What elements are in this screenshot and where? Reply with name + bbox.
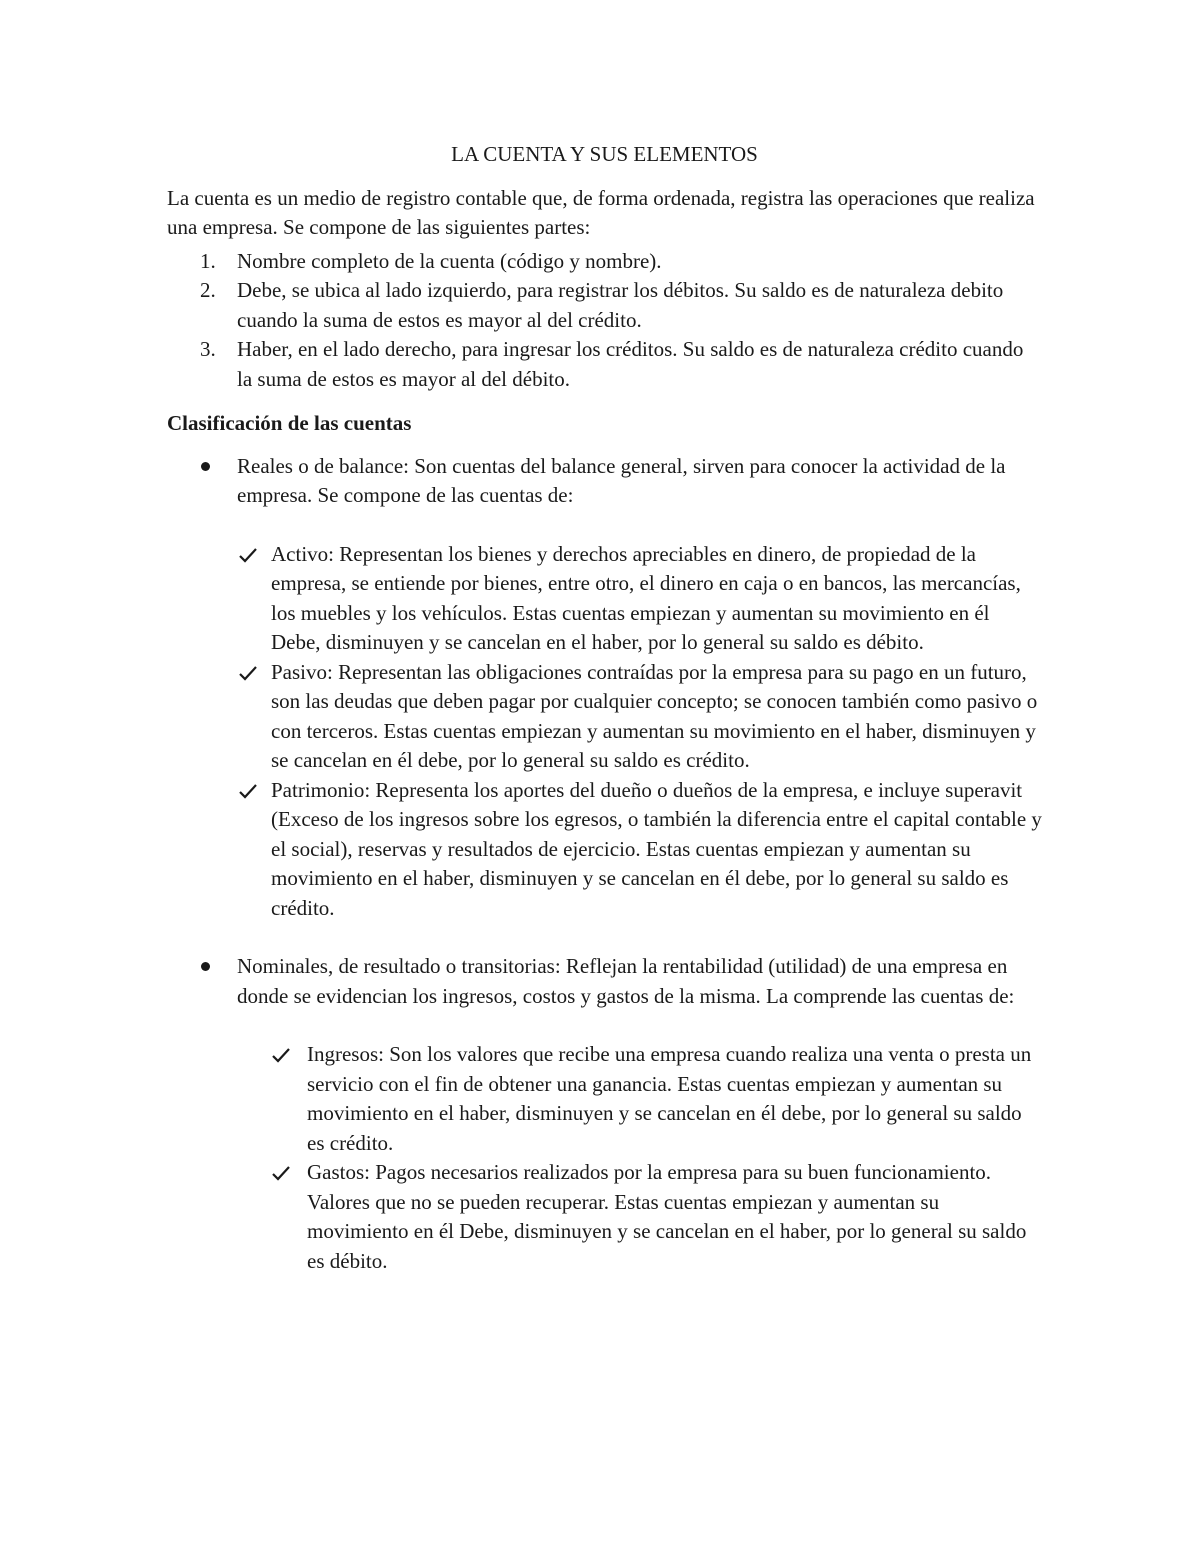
list-number: 3. [200,337,216,361]
bullet-item-nominales [167,952,1042,1011]
reales-subitems [167,540,1042,924]
check-item-patrimonio [167,776,1042,924]
parts-list [167,247,1042,395]
bullet-icon [201,962,210,971]
check-item-text: Ingresos: Son los valores que recibe una empresa cuando realiza una venta o presta un servicio con el fin de obtener una ganancia. Estas cuentas empiezan y aumentan su movimiento en el haber, disminuyen y se cancelan en él debe, por lo general su saldo es crédito. [307,1042,1032,1155]
bullet-icon [201,462,210,471]
check-item-text: Patrimonio: Representa los aportes del dueño o dueños de la empresa, e incluye superavit (Exceso de los ingresos sobre los egresos, o también la diferencia entre el capital contable y el social), reservas y resultados de ejercicio. Estas cuentas empiezan y aumentan su movimiento en el haber, disminuyen y se cancelan en él debe, por lo general su saldo es crédito. [271,777,1042,920]
bullet-item-reales [167,452,1042,511]
checkmark-icon [238,783,258,799]
spacer [167,923,1042,952]
list-item [167,335,1042,394]
checkmark-icon [238,665,258,681]
check-item-text: Pasivo: Representan las obligaciones contraídas por la empresa para su pago en un futuro, son las deudas que deben pagar por cualquier concepto; se conocen también como pasivo o con terceros. Estas cuentas empiezan y aumentan su movimiento en el haber, disminuyen y se cancelan en él debe, por lo general su saldo es crédito. [271,659,1038,772]
list-item-text: Nombre completo de la cuenta (código y nombre). [237,248,662,273]
list-item [167,276,1042,335]
list-item-text: Debe, se ubica al lado izquierdo, para registrar los débitos. Su saldo es de naturaleza debito cuando la suma de estos es mayor al del crédito. [237,278,1004,332]
list-item-text: Haber, en el lado derecho, para ingresar los créditos. Su saldo es de naturaleza crédito cuando la suma de estos es mayor al del débito. [237,337,1024,391]
check-item-activo [167,540,1042,658]
document-title: LA CUENTA Y SUS ELEMENTOS [451,142,758,166]
bullet-text: Reales o de balance: Son cuentas del balance general, sirven para conocer la actividad de la empresa. Se compone de las cuentas de: [237,453,1006,507]
check-item-gastos [167,1158,1042,1276]
intro-paragraph: La cuenta es un medio de registro contable que, de forma ordenada, registra las operaciones que realiza una empresa. Se compone de las siguientes partes: [167,185,1035,239]
document-page [167,140,1042,1276]
check-item-ingresos [167,1040,1042,1158]
checkmark-icon [271,1165,291,1181]
classification-heading: Clasificación de las cuentas [167,411,412,435]
check-item-pasivo [167,658,1042,776]
list-number: 2. [200,278,216,302]
nominales-subitems [167,1040,1042,1276]
checkmark-icon [238,547,258,563]
check-item-text: Gastos: Pagos necesarios realizados por la empresa para su buen funcionamiento. Valores que no se pueden recuperar. Estas cuentas empiezan y aumentan su movimiento en él Debe, disminuyen y se cancelan en el haber, por lo general su saldo es débito. [307,1160,1027,1273]
list-number: 1. [200,248,216,273]
checkmark-icon [271,1047,291,1063]
check-item-text: Activo: Representan los bienes y derechos apreciables en dinero, de propiedad de la empresa, se entiende por bienes, entre otro, el dinero en caja o en bancos, las mercancías, los muebles y los vehículos. Estas cuentas empiezan y aumentan su movimiento en él Debe, disminuyen y se cancelan en el haber, por lo general su saldo es débito. [271,541,1021,654]
list-item [167,247,1042,277]
bullet-text: Nominales, de resultado o transitorias: Reflejan la rentabilidad (utilidad) de una empresa en donde se evidencian los ingresos, costos y gastos de la misma. La comprende las cuentas de: [237,954,1015,1008]
